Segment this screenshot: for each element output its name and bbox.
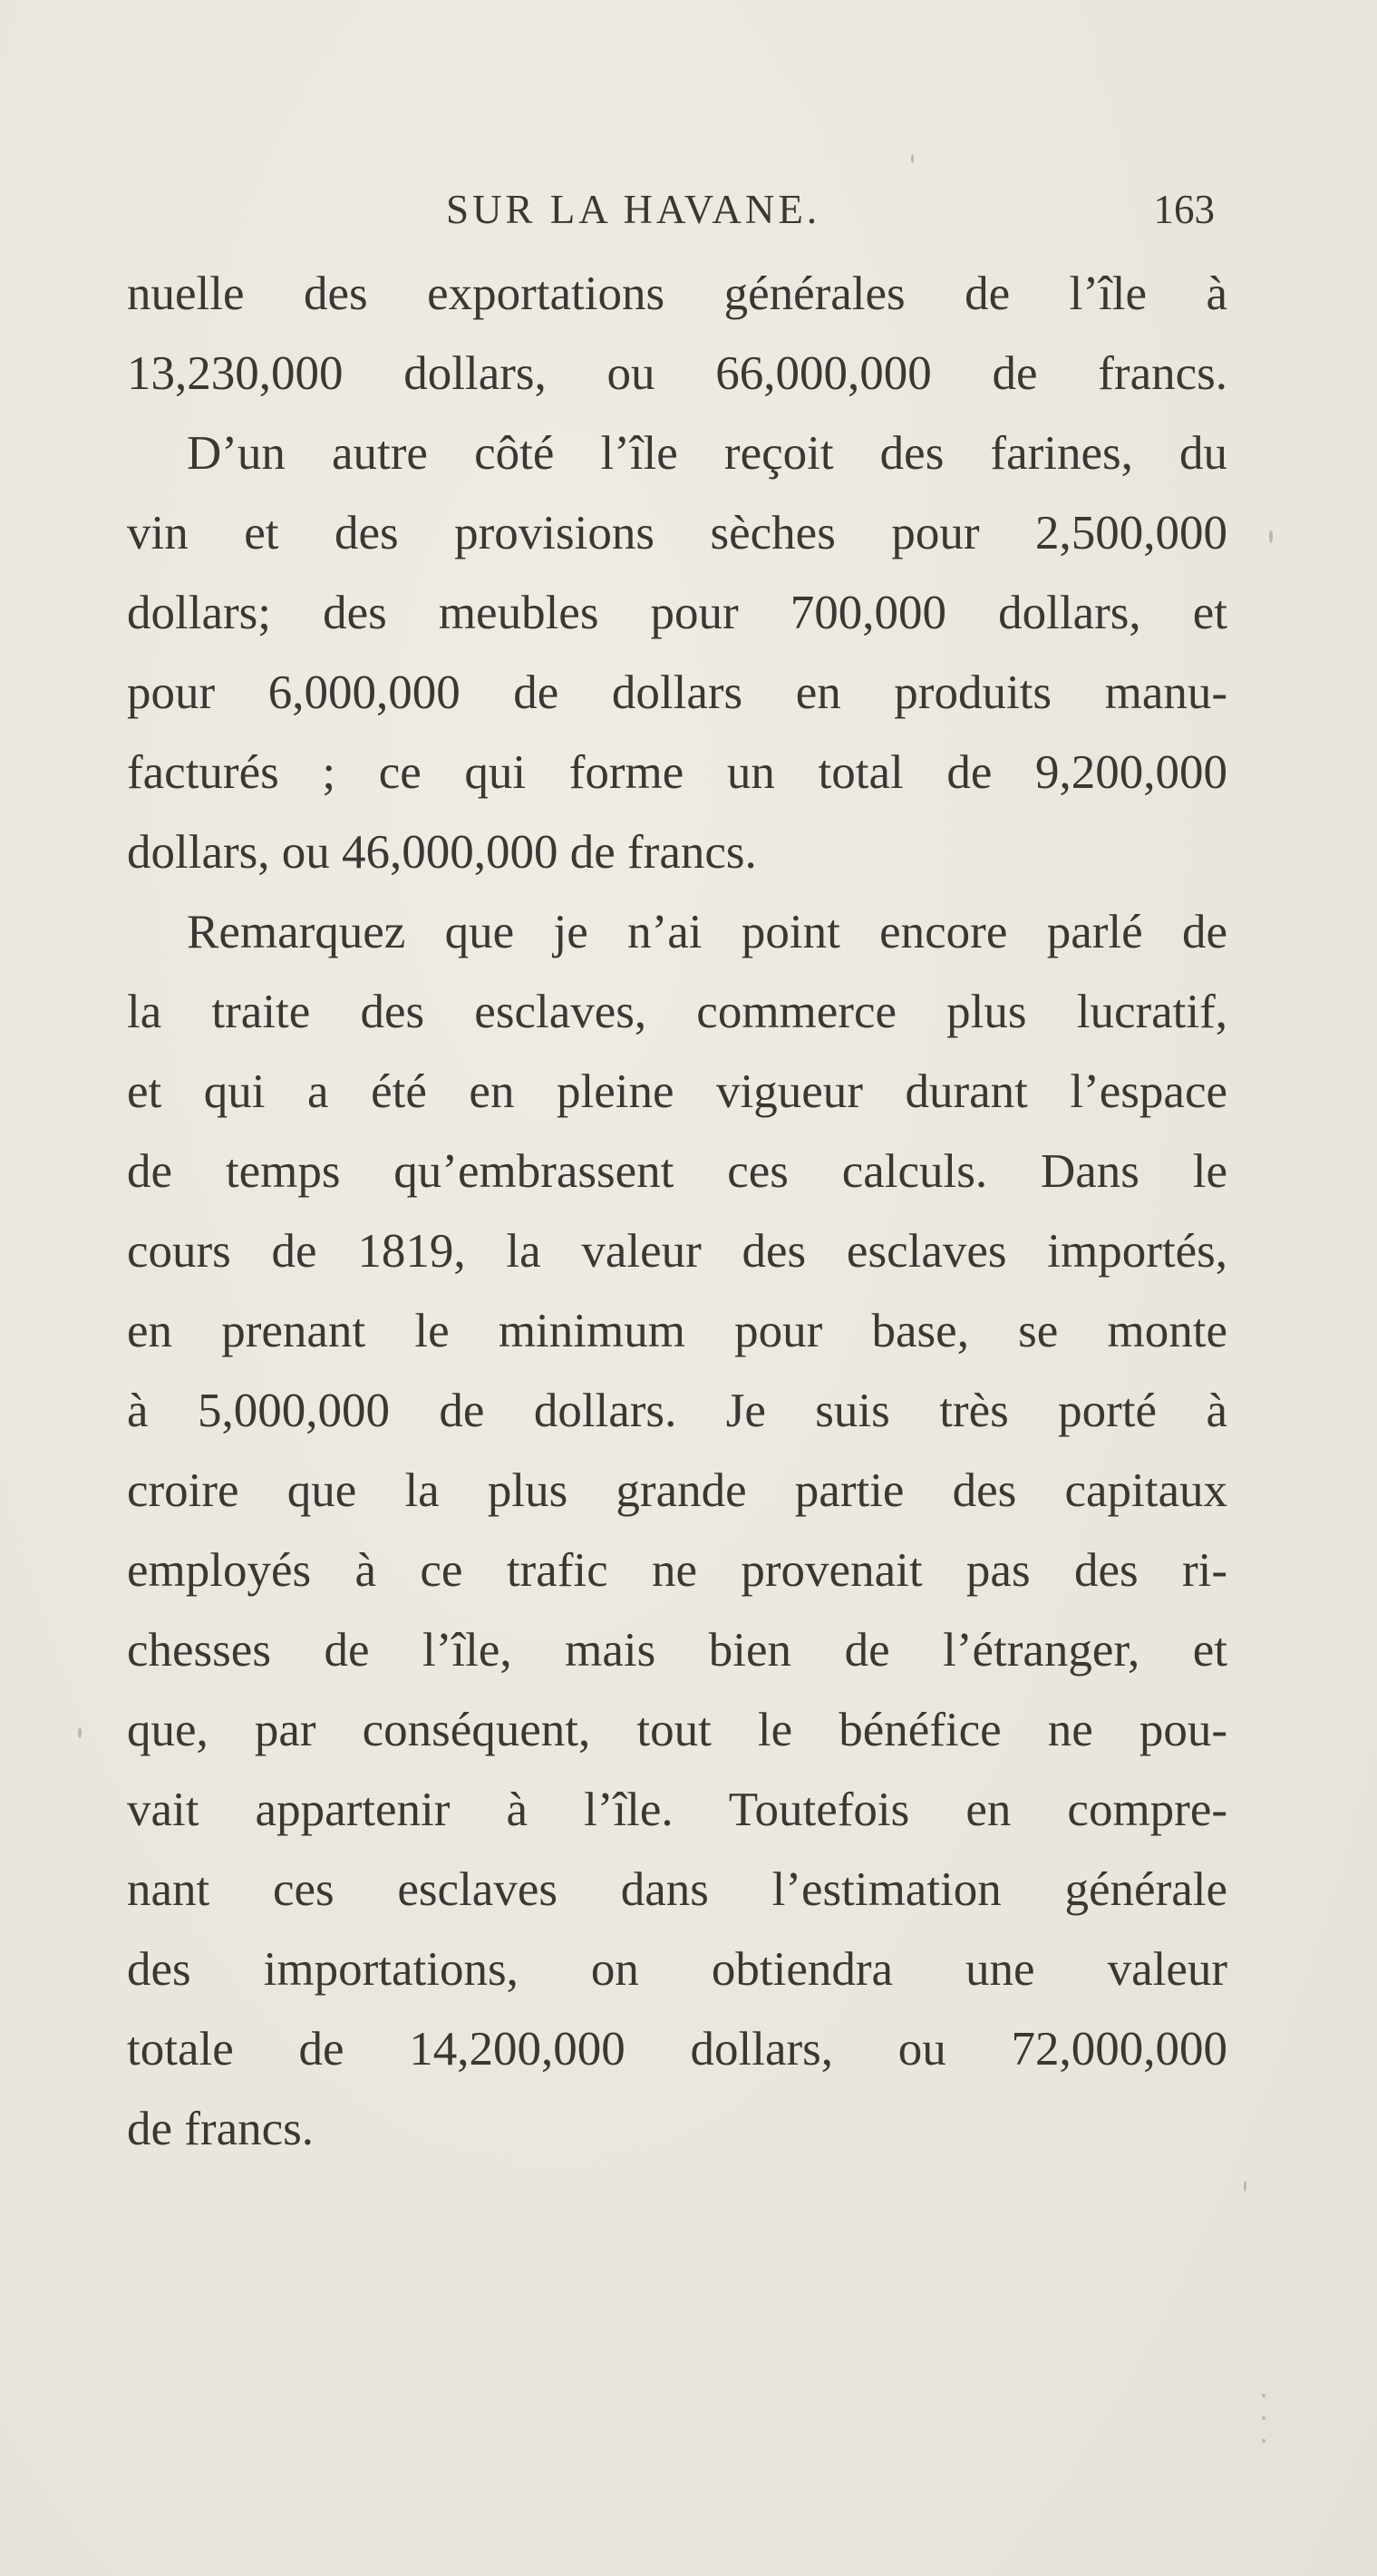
text-line: et qui a été en pleine vigueur durant l’espace: [127, 1065, 1227, 1118]
text-line: Remarquez que je n’ai point encore parlé de: [187, 906, 1227, 958]
paper-speck: [78, 1727, 82, 1738]
paper-speck: [1244, 2181, 1246, 2192]
text-line: de temps qu’embrassent ces calculs. Dans le: [127, 1145, 1227, 1198]
text-line: croire que la plus grande partie des capitaux: [127, 1464, 1227, 1517]
text-line: totale de 14,200,000 dollars, ou 72,000,000: [127, 2023, 1227, 2075]
text-line: en prenant le minimum pour base, se monte: [127, 1305, 1227, 1357]
text-line: des importations, on obtiendra une valeur: [127, 1943, 1227, 1996]
text-line: dollars; des meubles pour 700,000 dollars, et: [127, 587, 1227, 639]
text-line: de francs.: [127, 2103, 314, 2155]
running-head: SUR LA HAVANE.: [446, 187, 821, 232]
paper-speck: [1262, 2416, 1265, 2420]
text-line: chesses de l’île, mais bien de l’étranger, et: [127, 1624, 1227, 1677]
paper-speck: [1262, 2439, 1265, 2443]
text-line: la traite des esclaves, commerce plus lucratif,: [127, 986, 1227, 1038]
text-line: nuelle des exportations générales de l’île à: [127, 267, 1227, 320]
text-line: à 5,000,000 de dollars. Je suis très porté à: [127, 1385, 1227, 1437]
text-line: employés à ce trafic ne provenait pas des ri-: [127, 1544, 1227, 1597]
text-line: dollars, ou 46,000,000 de francs.: [127, 826, 757, 879]
paper-speck: [911, 154, 914, 163]
text-line: 13,230,000 dollars, ou 66,000,000 de francs.: [127, 347, 1227, 400]
body-text: [127, 254, 1227, 2169]
text-line: vait appartenir à l’île. Toutefois en compre-: [127, 1784, 1227, 1836]
text-line: nant ces esclaves dans l’estimation générale: [127, 1863, 1227, 1916]
text-line: D’un autre côté l’île reçoit des farines, du: [187, 427, 1227, 480]
paper-speck: [1262, 2394, 1265, 2397]
text-line: facturés ; ce qui forme un total de 9,200,000: [127, 746, 1227, 799]
text-line: vin et des provisions sèches pour 2,500,000: [127, 507, 1227, 559]
text-line: pour 6,000,000 de dollars en produits manu-: [127, 666, 1227, 719]
text-line: que, par conséquent, tout le bénéfice ne pou-: [127, 1704, 1227, 1756]
page-header: [127, 178, 1215, 241]
text-line: cours de 1819, la valeur des esclaves importés,: [127, 1225, 1227, 1278]
paper-speck: [1269, 530, 1273, 543]
page-number: 163: [1153, 187, 1215, 232]
